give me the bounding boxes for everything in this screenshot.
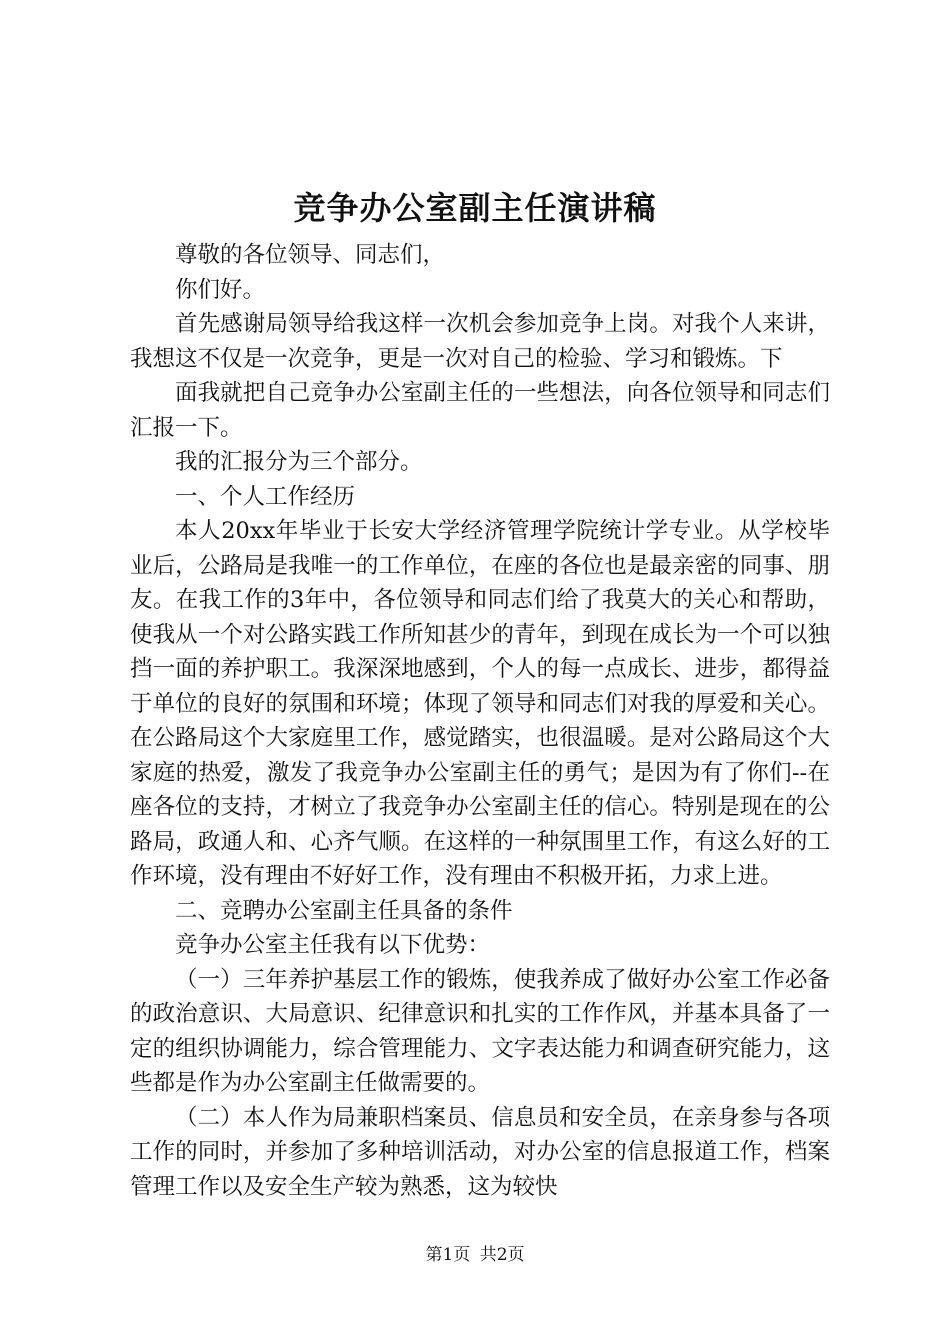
section-heading-1: 一、个人工作经历 [175, 483, 356, 510]
paragraph-intro-continued: 面我就把自己竞争办公室副主任的一些想法，向各位领导和同志们汇报一下。 [130, 380, 830, 441]
page-footer [0, 1243, 950, 1267]
paragraph-advantage-2: （二）本人作为局兼职档案员、信息员和安全员，在亲身参与各项工作的同时，并参加了多种培训活动，对办公室的信息报道工作，档案管理工作以及安全生产较为熟悉，这为较快 [130, 1104, 830, 1200]
page-number: 第1页 [425, 1245, 471, 1265]
paragraph-intro: 首先感谢局领导给我这样一次机会参加竞争上岗。对我个人来讲，我想这不仅是一次竞争，更是一次对自己的检验、学习和锻炼。下 [130, 311, 830, 372]
paragraph-outline: 我的汇报分为三个部分。 [175, 449, 423, 475]
paragraph-advantages-intro: 竞争办公室主任我有以下优势： [175, 932, 491, 958]
paragraph-greeting: 尊敬的各位领导、同志们， [175, 242, 446, 268]
document-body [130, 238, 830, 1204]
page-total: 共2页 [479, 1245, 525, 1265]
paragraph-work-history: 本人20xx年毕业于长安大学经济管理学院统计学专业。从学校毕业后，公路局是我唯一的工作单位，在座的各位也是最亲密的同事、朋友。在我工作的3年中，各位领导和同志们给了我莫大的关心和帮助，使我从一个对公路实践工作所知甚少的青年，到现在成长为一个可以独挡一面的养护职工。我深深地感到，个人的每一点成长、进步，都得益于单位的良好的氛围和环境；体现了领导和同志们对我的厚爱和关心。在公路局这个大家庭里工作，感觉踏实，也很温暖。是对公路局这个大家庭的热爱，激发了我竞争办公室副主任的勇气；是因为有了你们--在座各位的支持，才树立了我竞争办公室副主任的信心。特别是现在的公路局，政通人和、心齐气顺。在这样的一种氛围里工作，有这么好的工作环境，没有理由不好好工作，没有理由不积极开拓，力求上进。 [130, 518, 830, 889]
document-title: 竞争办公室副主任演讲稿 [293, 189, 657, 227]
section-heading-2: 二、竞聘办公室副主任具备的条件 [175, 897, 513, 924]
paragraph-hello: 你们好。 [175, 276, 266, 303]
paragraph-advantage-1: （一）三年养护基层工作的锻炼，使我养成了做好办公室工作必备的政治意识、大局意识、纪律意识和扎实的工作作风，并基本具备了一定的组织协调能力，综合管理能力、文字表达能力和调查研究能力，这些都是作为办公室副主任做需要的。 [130, 966, 830, 1096]
